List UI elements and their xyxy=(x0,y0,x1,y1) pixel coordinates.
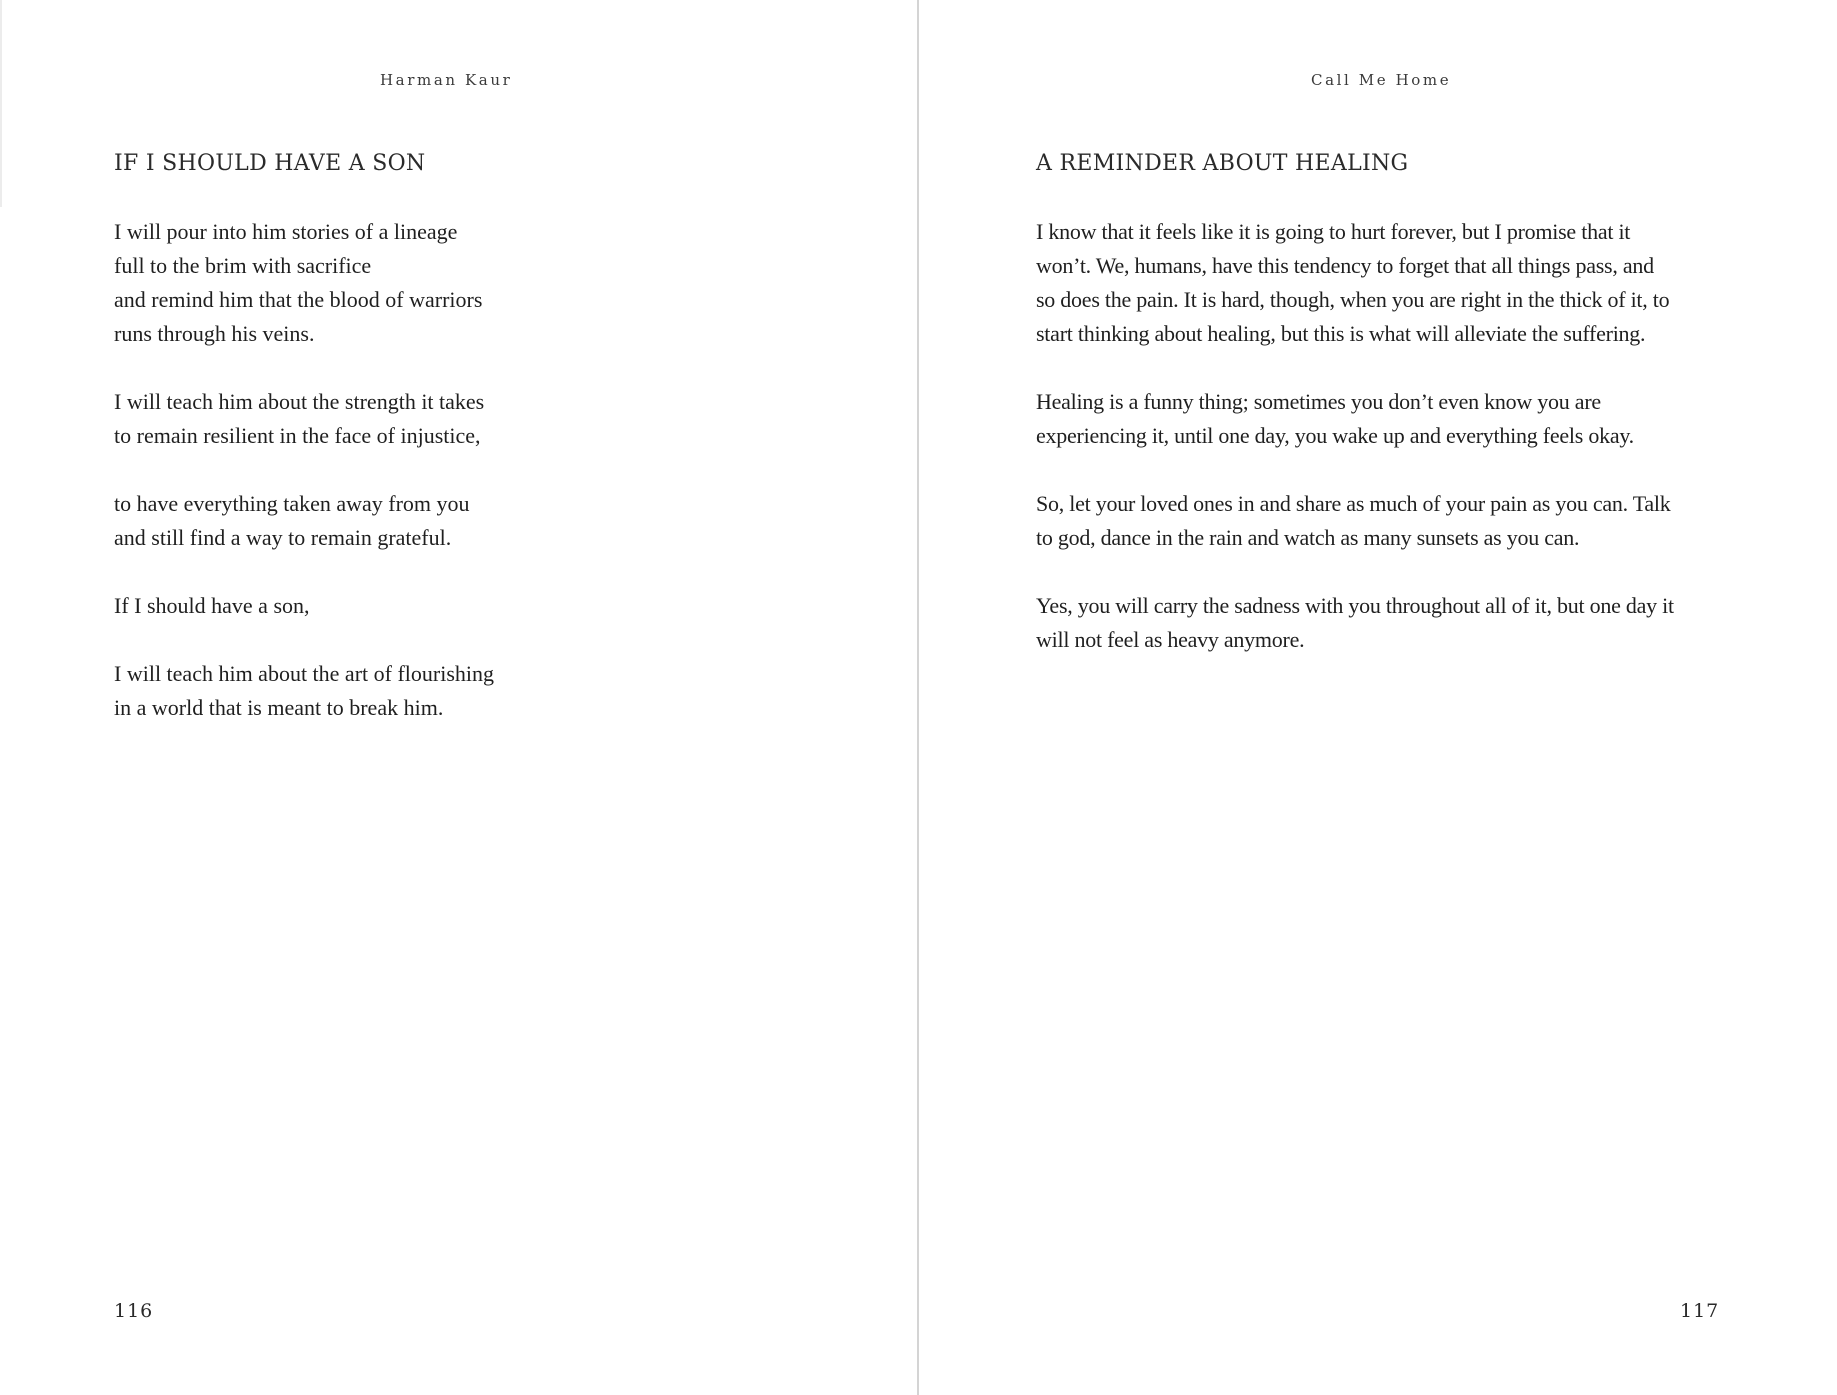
paragraph xyxy=(1036,487,1674,555)
text-line: experiencing it, until one day, you wake up and everything feels okay. xyxy=(1036,423,1634,448)
poem-line: If I should have a son, xyxy=(114,593,310,618)
text-line: won’t. We, humans, have this tendency to forget that all things pass, and xyxy=(1036,253,1654,278)
text-line: So, let your loved ones in and share as much of your pain as you can. Talk xyxy=(1036,491,1671,516)
poem-line: I will teach him about the strength it takes xyxy=(114,389,485,414)
poem-line: and still find a way to remain grateful. xyxy=(114,525,452,550)
poem-line: runs through his veins. xyxy=(114,321,315,346)
text-line: Healing is a funny thing; sometimes you don’t even know you are xyxy=(1036,389,1601,414)
stanza xyxy=(114,589,494,623)
poem-line: I will teach him about the art of flourishing xyxy=(114,661,495,686)
prose-body xyxy=(1036,215,1674,691)
page-number: 116 xyxy=(114,1300,154,1322)
poem-line: to remain resilient in the face of injustice, xyxy=(114,423,481,448)
poem-line: full to the brim with sacrifice xyxy=(114,253,372,278)
poem-body xyxy=(114,215,494,759)
stanza xyxy=(114,657,494,725)
right-page xyxy=(919,0,1837,1395)
stanza xyxy=(114,487,494,555)
text-line: so does the pain. It is hard, though, when you are right in the thick of it, to xyxy=(1036,287,1670,312)
prose-title: A REMINDER ABOUT HEALING xyxy=(1036,151,1409,176)
paragraph xyxy=(1036,215,1674,351)
stanza xyxy=(114,385,494,453)
poem-title: IF I SHOULD HAVE A SON xyxy=(114,151,426,176)
stanza xyxy=(114,215,494,351)
page-number: 117 xyxy=(1680,1300,1720,1322)
poem-line: I will pour into him stories of a lineage xyxy=(114,219,458,244)
text-line: to god, dance in the rain and watch as many sunsets as you can. xyxy=(1036,525,1580,550)
text-line: Yes, you will carry the sadness with you throughout all of it, but one day it xyxy=(1036,593,1674,618)
paragraph xyxy=(1036,385,1674,453)
text-line: I know that it feels like it is going to hurt forever, but I promise that it xyxy=(1036,219,1631,244)
paragraph xyxy=(1036,589,1674,657)
text-line: will not feel as heavy anymore. xyxy=(1036,627,1305,652)
running-head-author: Harman Kaur xyxy=(380,71,513,89)
running-head-book-title: Call Me Home xyxy=(1311,71,1452,89)
text-line: start thinking about healing, but this is what will alleviate the suffering. xyxy=(1036,321,1646,346)
poem-line: to have everything taken away from you xyxy=(114,491,470,516)
poem-line: and remind him that the blood of warriors xyxy=(114,287,483,312)
left-page xyxy=(0,0,917,1395)
poem-line: in a world that is meant to break him. xyxy=(114,695,444,720)
